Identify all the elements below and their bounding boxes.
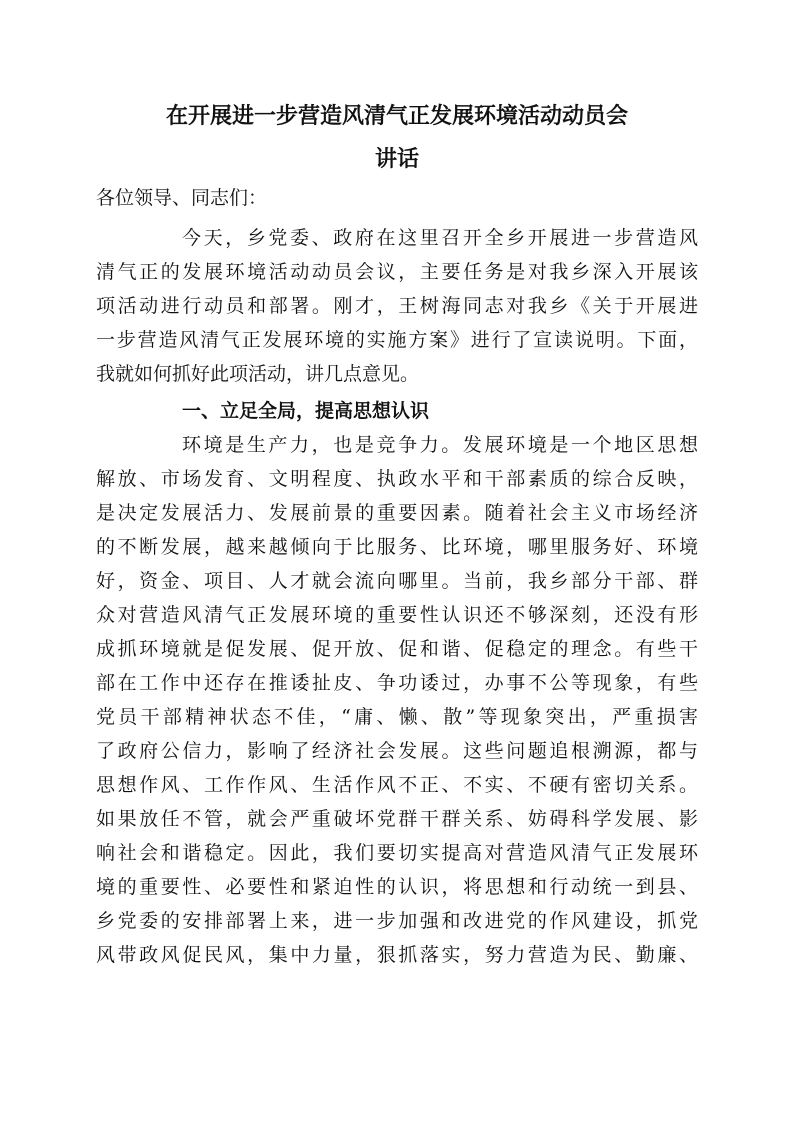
paragraph-line: 今天，乡党委、政府在这里召开全乡开展进一步营造风 — [182, 227, 698, 249]
paragraph-line: 我就如何抓好此项活动，讲几点意见。 — [96, 363, 420, 385]
paragraph-line: 如果放任不管，就会严重破坏党群干群关系、妨碍科学发展、影 — [96, 808, 698, 830]
paragraph-line: 清气正的发展环境活动动员会议，主要任务是对我乡深入开展该 — [96, 261, 698, 283]
paragraph-line: 思想作风、工作作风、生活作风不正、不实、不硬有密切关系。 — [96, 774, 698, 796]
paragraph-line: 了政府公信力，影响了经济社会发展。这些问题追根溯源，都与 — [96, 740, 698, 762]
section-heading: 一、立足全局，提高思想认识 — [182, 400, 430, 422]
paragraph-line: 的不断发展，越来越倾向于比服务、比环境，哪里服务好、环境 — [96, 536, 698, 558]
paragraph-line: 党员干部精神状态不佳，“庸、懒、散”等现象突出，严重损害 — [96, 706, 698, 728]
paragraph-line: 好，资金、项目、人才就会流向哪里。当前，我乡部分干部、群 — [96, 570, 698, 592]
paragraph-line: 是决定发展活力、发展前景的重要因素。随着社会主义市场经济 — [96, 502, 698, 524]
document-title-continued: 讲话 — [374, 147, 419, 172]
paragraph-line: 众对营造风清气正发展环境的重要性认识还不够深刻，还没有形 — [96, 604, 698, 626]
paragraph-line: 部在工作中还存在推诿扯皮、争功诿过，办事不公等现象，有些 — [96, 672, 698, 694]
paragraph-line: 境的重要性、必要性和紧迫性的认识，将思想和行动统一到县、 — [96, 876, 698, 898]
paragraph-line: 响社会和谐稳定。因此，我们要切实提高对营造风清气正发展环 — [96, 842, 698, 864]
paragraph-line: 风带政风促民风，集中力量，狠抓落实，努力营造为民、勤廉、 — [96, 944, 698, 966]
salutation: 各位领导、同志们： — [96, 187, 268, 209]
document-title: 在开展进一步营造风清气正发展环境活动动员会 — [165, 104, 628, 129]
paragraph-line: 解放、市场发育、文明程度、执政水平和干部素质的综合反映， — [96, 468, 698, 490]
paragraph-line: 一步营造风清气正发展环境的实施方案》进行了宣读说明。下面， — [96, 329, 698, 351]
paragraph-line: 成抓环境就是促发展、促开放、促和谐、促稳定的理念。有些干 — [96, 638, 698, 660]
paragraph-line: 乡党委的安排部署上来，进一步加强和改进党的作风建设，抓党 — [96, 910, 698, 932]
paragraph-line: 项活动进行动员和部署。刚才，王树海同志对我乡《关于开展进 — [96, 295, 698, 317]
paragraph-line: 环境是生产力，也是竞争力。发展环境是一个地区思想 — [182, 434, 698, 456]
